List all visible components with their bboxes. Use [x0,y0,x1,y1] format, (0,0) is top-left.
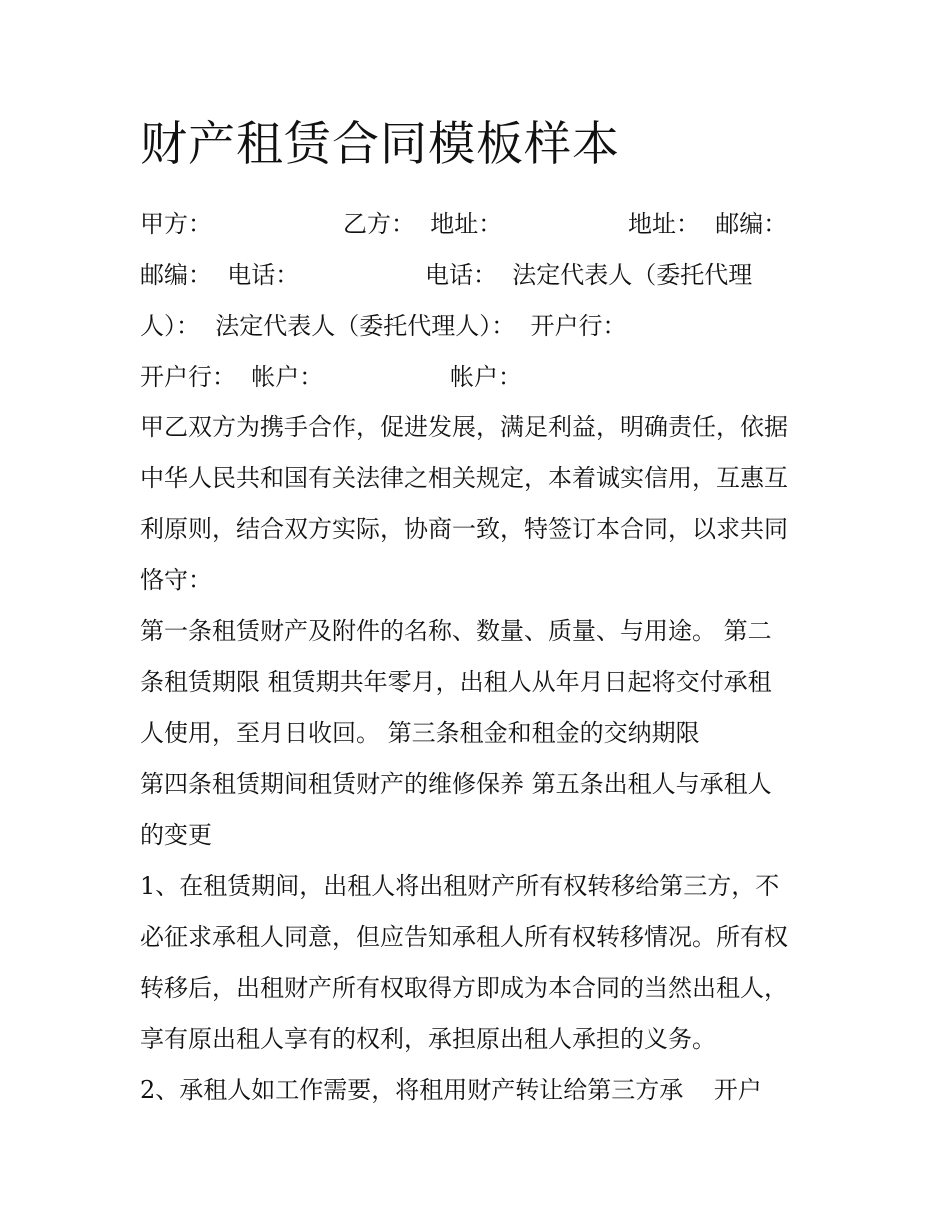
body-line: 必征求承租人同意，但应告知承租人所有权转移情况。所有权 [140,923,788,951]
body-line: 第四条租赁期间租赁财产的维修保养 第五条出租人与承租人 [140,770,772,798]
body-line: 恪守： [140,566,212,594]
body-line: 条租赁期限 租赁期共年零月，出租人从年月日起将交付承租 [140,668,772,696]
party-segment: 甲方： [140,210,212,238]
body-line: 利原则，结合双方实际，协商一致，特签订本合同，以求共同 [140,515,788,543]
body-line: 甲乙双方为携手合作，促进发展，满足利益，明确责任，依据 [140,413,788,441]
body-line: 转移后，出租财产所有权取得方即成为本合同的当然出租人， [140,974,788,1002]
body-line: 享有原出租人享有的权利，承担原出租人承担的义务。 [140,1025,716,1053]
body-line: 人使用，至月日收回。 第三条租金和租金的交纳期限 [140,719,700,747]
party-segment: 电话： 法定代表人（委托代理 [425,261,753,289]
party-segment: 人）： 法定代表人（委托代理人）： 开户行： [140,312,627,340]
document-title: 财产租赁合同模板样本 [140,117,620,172]
body-line: 第一条租赁财产及附件的名称、数量、质量、与用途。 第二 [140,617,772,645]
party-segment: 邮编： 电话： [140,261,300,289]
party-segment: 地址： 邮编： [628,210,788,238]
party-segment: 乙方： 地址： [343,210,503,238]
party-segment: 帐户： [450,363,522,391]
body-line: 2、承租人如工作需要，将租用财产转让给第三方承 开户 [140,1076,762,1104]
body-line: 的变更 [140,821,212,849]
party-segment: 开户行： 帐户： [140,363,324,391]
body-line: 中华人民共和国有关法律之相关规定，本着诚实信用，互惠互 [140,464,788,492]
body-line: 1、在租赁期间，出租人将出租财产所有权转移给第三方，不 [140,872,780,900]
